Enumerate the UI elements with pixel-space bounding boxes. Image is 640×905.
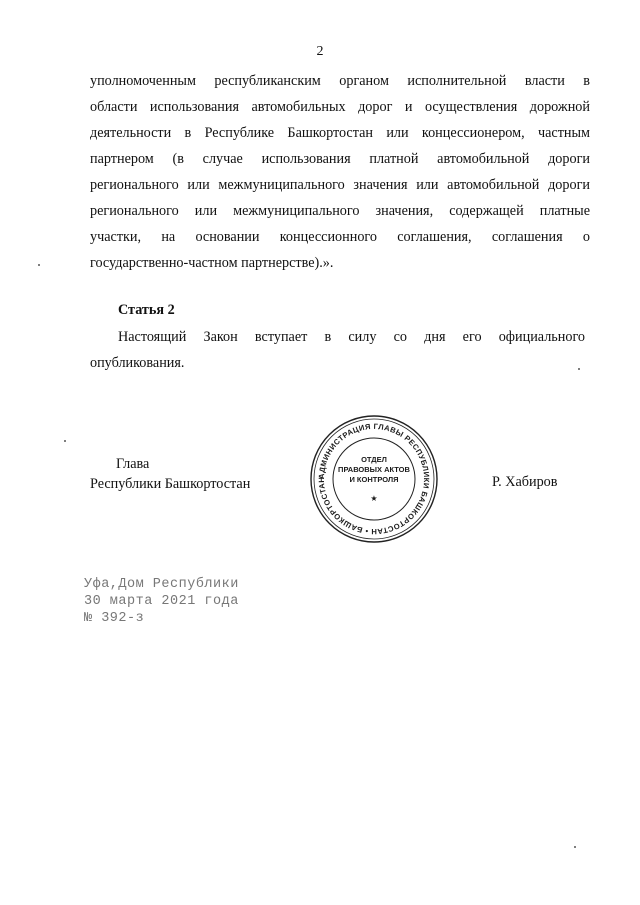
- paragraph-line: партнером (в случае использования платной автомобильной дороги: [90, 151, 590, 167]
- signatory-title: [90, 454, 250, 494]
- registration-number: № 392-з: [84, 611, 145, 626]
- stamp-center: [308, 413, 440, 545]
- article-heading: Статья 2: [118, 302, 175, 318]
- paragraph-line: уполномоченным республиканским органом исполнительной власти в: [90, 73, 590, 89]
- article-line: Настоящий Закон вступает в силу со дня его официального: [118, 329, 585, 345]
- official-stamp: [308, 413, 440, 545]
- continuation-paragraph: [90, 68, 590, 276]
- registration-date: 30 марта 2021 года: [84, 594, 239, 609]
- signatory-title-line2: Республики Башкортостан: [90, 476, 251, 492]
- scan-speck: [574, 846, 576, 848]
- signatory-title-line1: Глава: [116, 456, 150, 472]
- stamp-center-line2: ПРАВОВЫХ АКТОВ: [338, 464, 410, 474]
- paragraph-line: участки, на основании концессионного соглашения, соглашения о: [90, 229, 590, 245]
- paragraph-line: области использования автомобильных дорог и осуществления дорожной: [90, 99, 590, 115]
- article-line: опубликования.: [90, 355, 185, 371]
- paragraph-line: регионального или межмуниципального значения или автомобильной дороги: [90, 177, 590, 193]
- article-paragraph: [90, 324, 585, 376]
- registration-block: [84, 576, 239, 627]
- signatory-name: Р. Хабиров: [492, 474, 558, 490]
- scan-speck: [578, 368, 580, 370]
- scan-speck: [38, 264, 40, 266]
- page-number: 2: [316, 44, 324, 59]
- paragraph-line: деятельности в Республике Башкортостан или концессионером, частным: [90, 125, 590, 141]
- stamp-center-line1: ОТДЕЛ: [361, 454, 387, 464]
- stamp-center-line3: И КОНТРОЛЯ: [349, 474, 399, 484]
- stamp-ring-text: АДМИНИСТРАЦИЯ ГЛАВЫ РЕСПУБЛИКИ БАШКОРТОСТАН • БАШКОРТОСТАН: [316, 421, 432, 537]
- paragraph-line: государственно-частном партнерстве).».: [90, 255, 334, 271]
- scan-speck: [64, 440, 66, 442]
- stamp-star-icon: ★: [370, 493, 378, 503]
- registration-place: Уфа,Дом Республики: [84, 577, 239, 592]
- paragraph-line: регионального или межмуниципального значения, содержащей платные: [90, 203, 590, 219]
